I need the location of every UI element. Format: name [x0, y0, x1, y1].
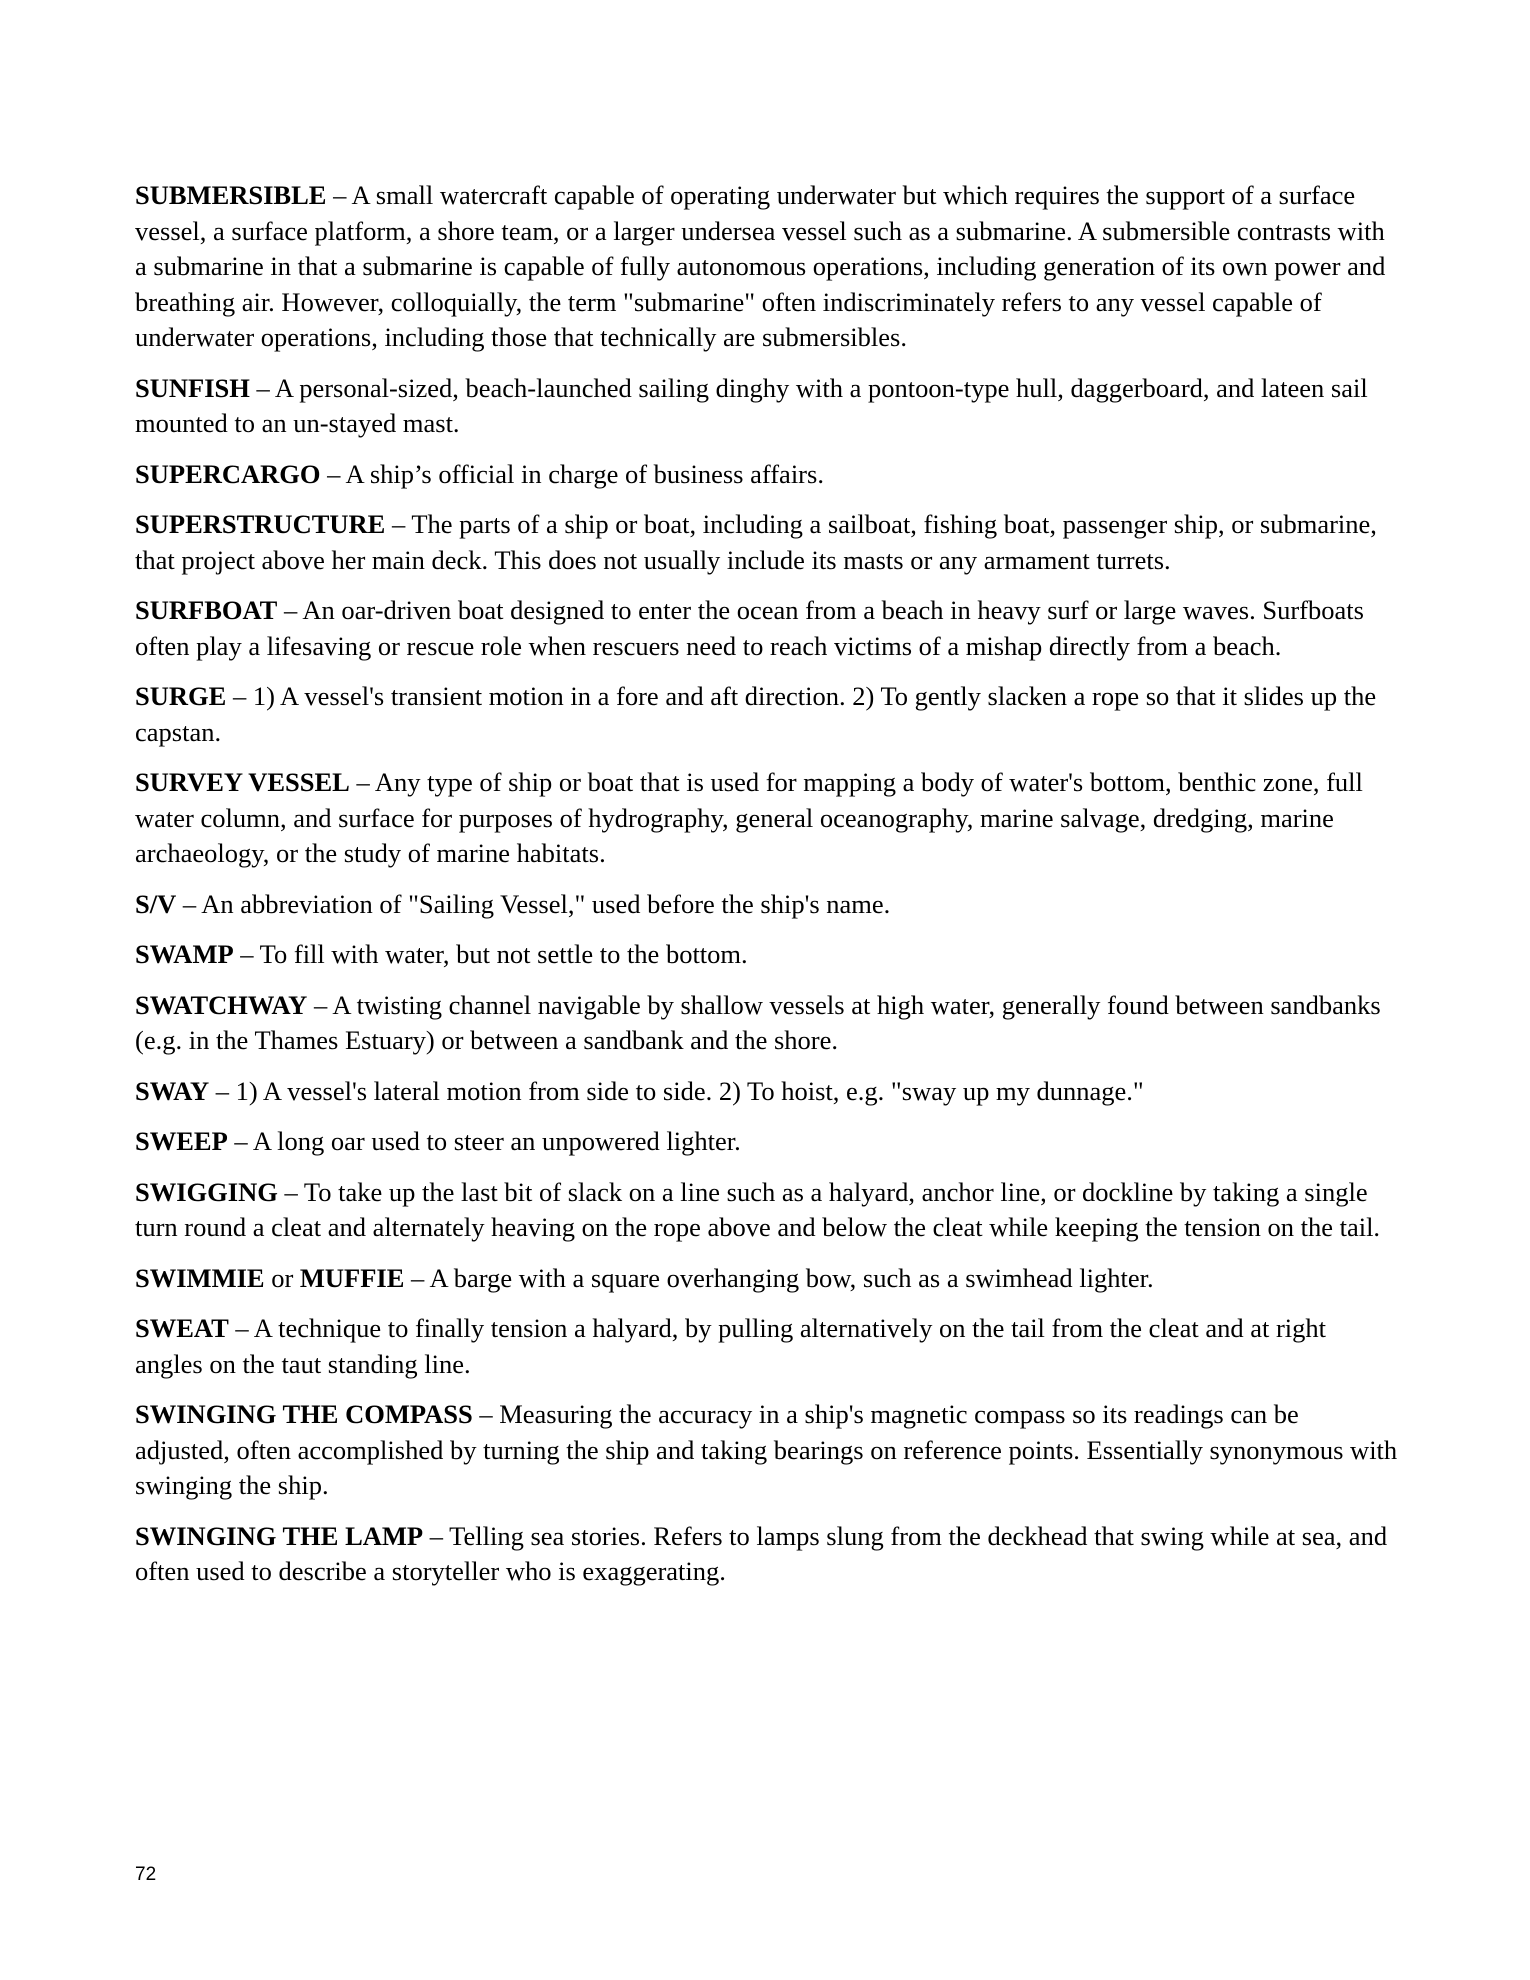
glossary-page	[135, 178, 1400, 1605]
glossary-entry-survey-vessel	[135, 765, 1400, 872]
term: SWAY	[135, 1075, 210, 1106]
glossary-entry-sweep	[135, 1124, 1400, 1160]
term-alt: MUFFIE	[299, 1262, 405, 1293]
glossary-entry-surge	[135, 679, 1400, 750]
term: SWEAT	[135, 1313, 229, 1343]
term-connector: or	[264, 1262, 300, 1293]
glossary-entry-superstructure	[135, 507, 1400, 578]
glossary-entry-sunfish	[135, 371, 1400, 442]
glossary-entry-swamp	[135, 937, 1400, 973]
definition: – A small watercraft capable of operating underwater but which requires the support of a surface vessel, a surface platform, a shore team, or a larger undersea vessel such as a submarine. A submersible contrasts with a submarine in that a submarine is capable of fully autonomous operations, including generation of its own power and breathing air. However, colloquially, the term "submarine" often indiscriminately refers to any vessel capable of underwater operations, including those that technically are submersibles.	[135, 180, 1386, 352]
glossary-entry-swinging-the-lamp	[135, 1519, 1400, 1590]
definition: – A barge with a square overhanging bow, such as a swimhead lighter.	[404, 1262, 1154, 1293]
definition: – 1) A vessel's transient motion in a fore and aft direction. 2) To gently slacken a rope so that it slides up the capstan.	[135, 681, 1377, 747]
glossary-entry-sweat	[135, 1311, 1400, 1382]
definition: – An oar-driven boat designed to enter the ocean from a beach in heavy surf or large waves. Surfboats often play a lifesaving or rescue role when rescuers need to reach victims of a mishap directly from a beach.	[135, 595, 1364, 661]
term: SWATCHWAY	[135, 989, 308, 1020]
glossary-entry-swatchway	[135, 988, 1400, 1059]
term: SUNFISH	[135, 372, 250, 403]
term: SWINGING THE COMPASS	[135, 1399, 473, 1429]
glossary-entry-swinging-the-compass	[135, 1397, 1400, 1504]
definition: – Measuring the accuracy in a ship's magnetic compass so its readings can be adjusted, often accomplished by turning the ship and taking bearings on reference points. Essentially synonymous with swinging the ship.	[135, 1399, 1398, 1500]
definition: – Any type of ship or boat that is used for mapping a body of water's bottom, benthic zone, full water column, and surface for purposes of hydrography, general oceanography, marine salvage, dredging, marine archaeology, or the study of marine habitats.	[135, 767, 1363, 868]
glossary-entry-supercargo	[135, 457, 1400, 493]
term: SURFBOAT	[135, 595, 278, 625]
term: SWIMMIE	[135, 1262, 265, 1293]
definition: – A personal-sized, beach-launched sailing dinghy with a pontoon-type hull, daggerboard, and lateen sail mounted to an un-stayed mast.	[135, 372, 1368, 438]
glossary-entry-submersible	[135, 178, 1400, 356]
term: SURGE	[135, 681, 227, 711]
definition: – 1) A vessel's lateral motion from side to side. 2) To hoist, e.g. "sway up my dunnage."	[209, 1075, 1144, 1106]
term: SUPERSTRUCTURE	[135, 509, 386, 539]
definition: – To fill with water, but not settle to the bottom.	[233, 939, 748, 969]
term: SURVEY VESSEL	[135, 767, 350, 797]
definition: – An abbreviation of "Sailing Vessel," used before the ship's name.	[176, 888, 891, 919]
glossary-entry-swigging	[135, 1175, 1400, 1246]
term: SUPERCARGO	[135, 458, 321, 489]
term: SUBMERSIBLE	[135, 180, 327, 210]
definition: – A technique to finally tension a halyard, by pulling alternatively on the tail from the cleat and at right angles on the taut standing line.	[135, 1313, 1327, 1379]
page-number: 72	[135, 1864, 157, 1885]
glossary-entry-surfboat	[135, 593, 1400, 664]
glossary-entry-swimmie	[135, 1261, 1400, 1297]
definition: – To take up the last bit of slack on a line such as a halyard, anchor line, or dockline by taking a single turn round a cleat and alternately heaving on the rope above and below the cleat while keeping the tension on the tail.	[135, 1176, 1381, 1242]
glossary-entry-sway	[135, 1074, 1400, 1110]
term: SWINGING THE LAMP	[135, 1520, 424, 1551]
definition: – Telling sea stories. Refers to lamps slung from the deckhead that swing while at sea, and often used to describe a storyteller who is exaggerating.	[135, 1520, 1388, 1586]
term: SWEEP	[135, 1126, 228, 1156]
definition: – A long oar used to steer an unpowered lighter.	[227, 1126, 741, 1156]
glossary-entry-sv	[135, 887, 1400, 923]
definition: – A ship’s official in charge of business affairs.	[320, 458, 824, 489]
definition: – The parts of a ship or boat, including a sailboat, fishing boat, passenger ship, or submarine, that project above her main deck. This does not usually include its masts or any armament turrets.	[135, 509, 1377, 575]
term: SWIGGING	[135, 1176, 278, 1207]
definition: – A twisting channel navigable by shallow vessels at high water, generally found between sandbanks (e.g. in the Thames Estuary) or between a sandbank and the shore.	[135, 989, 1381, 1055]
term: S/V	[135, 888, 177, 919]
term: SWAMP	[135, 939, 234, 969]
